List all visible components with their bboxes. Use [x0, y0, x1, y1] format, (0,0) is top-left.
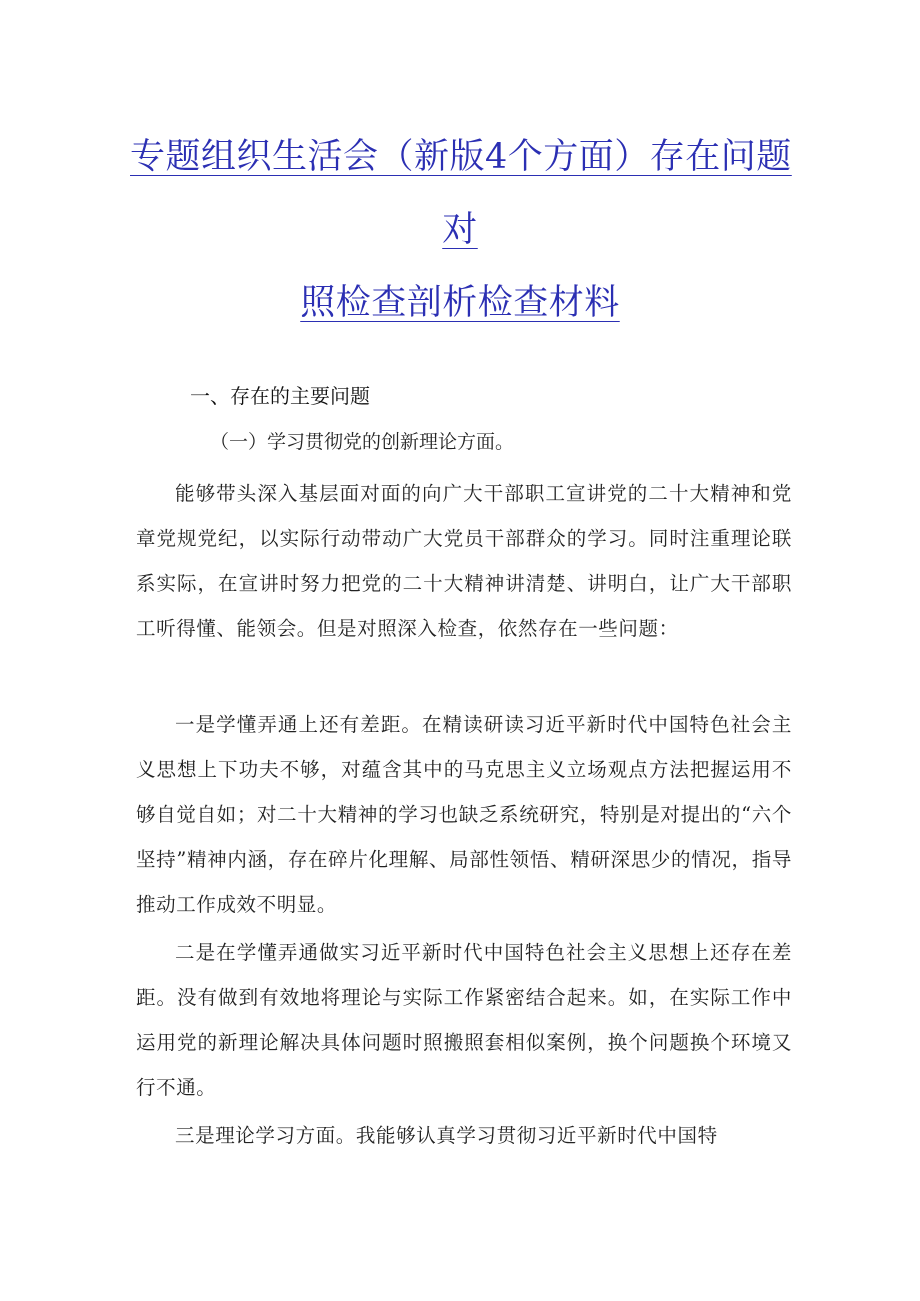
- document-title-line-1: 专题组织生活会（新版4个方面）存在问题: [130, 137, 792, 177]
- body-paragraph-3: 二是在学懂弄通做实习近平新时代中国特色社会主义思想上还存在差距。没有做到有效地将理论与实际工作紧密结合起来。如，在实际工作中运用党的新理论解决具体问题时照搬照套相似案例，换个问题换个环境又行不通。: [136, 941, 792, 1099]
- sub-heading: （一）学习贯彻党的创新理论方面。: [210, 431, 515, 453]
- document-title-line-3: 照检查剖析检查材料: [300, 283, 620, 323]
- section-heading: 一、存在的主要问题: [190, 384, 370, 408]
- body-paragraph-2: 一是学懂弄通上还有差距。在精读研读习近平新时代中国特色社会主义思想上下功夫不够，对蕴含其中的马克思主义立场观点方法把握运用不够自觉自如；对二十大精神的学习也缺乏系统研究，特别是对提出的“六个坚持”精神内涵，存在碎片化理解、局部性领悟、精研深思少的情况，指导推动工作成效不明显。: [136, 713, 792, 916]
- body-paragraph-1: 能够带头深入基层面对面的向广大干部职工宣讲党的二十大精神和党章党规党纪，以实际行动带动广大党员干部群众的学习。同时注重理论联系实际，在宣讲时努力把党的二十大精神讲清楚、讲明白，让广大干部职工听得懂、能领会。但是对照深入检查，依然存在一些问题：: [136, 482, 792, 640]
- document-title-line-2: 对: [442, 210, 478, 250]
- body-paragraph-4: 三是理论学习方面。我能够认真学习贯彻习近平新时代中国特: [175, 1124, 718, 1147]
